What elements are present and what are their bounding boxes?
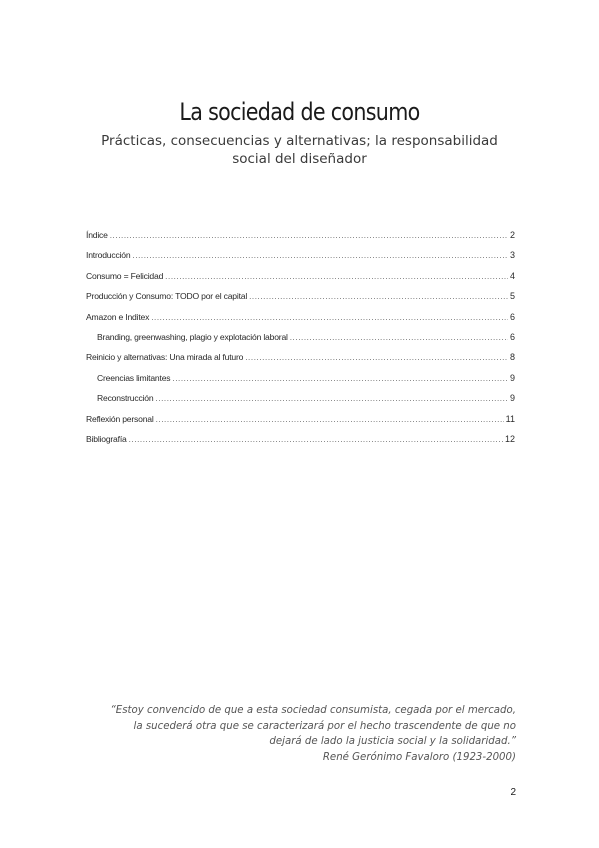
- toc-entry-page: 3: [509, 250, 515, 261]
- epigraph-quote: [80, 703, 516, 765]
- toc-entry-label: Índice: [86, 230, 108, 240]
- document-subtitle: Prácticas, consecuencias y alternativas; la responsabilidad social del diseñador: [101, 133, 498, 167]
- toc-entry[interactable]: [86, 271, 515, 291]
- toc-leader-dots: [245, 353, 508, 362]
- quote-line: “Estoy convencido de que a esta sociedad consumista, cegada por el mercado,: [110, 705, 516, 716]
- toc-entry[interactable]: [86, 434, 515, 454]
- toc-leader-dots: [165, 272, 508, 281]
- toc-entry[interactable]: [86, 230, 515, 250]
- toc-subentry[interactable]: [86, 393, 515, 413]
- toc-entry[interactable]: [86, 414, 515, 434]
- toc-entry-label: Reconstrucción: [97, 393, 154, 404]
- toc-entry[interactable]: [86, 312, 515, 332]
- toc-entry-page: 4: [509, 270, 515, 281]
- toc-entry-label: Introducción: [86, 250, 131, 261]
- toc-leader-dots: [110, 231, 508, 240]
- toc-entry-page: 2: [509, 230, 515, 240]
- toc-entry-page: 9: [509, 372, 515, 383]
- toc-leader-dots: [249, 292, 508, 301]
- toc-subentry[interactable]: [86, 373, 515, 393]
- toc-leader-dots: [172, 374, 508, 383]
- toc-leader-dots: [132, 251, 508, 260]
- toc-entry-page: 12: [504, 433, 515, 444]
- toc-entry[interactable]: [86, 352, 515, 372]
- toc-entry-page: 9: [509, 393, 515, 404]
- toc-entry[interactable]: [86, 250, 515, 270]
- page-number: 2: [510, 787, 516, 798]
- document-title: La sociedad de consumo: [179, 98, 420, 126]
- toc-subentry[interactable]: [86, 332, 515, 352]
- toc-entry-label: Branding, greenwashing, plagio y explotación laboral: [97, 331, 288, 342]
- toc-entry-page: 6: [509, 331, 515, 342]
- toc-entry[interactable]: [86, 291, 515, 311]
- quote-author: René Gerónimo Favaloro (1923-2000): [322, 751, 516, 763]
- toc-entry-page: 11: [505, 413, 515, 424]
- toc-entry-label: Consumo = Felicidad: [86, 270, 164, 281]
- toc-entry-page: 8: [509, 352, 515, 363]
- quote-line: la sucederá otra que se caracterizará por el hecho trascendente de que no: [133, 720, 516, 732]
- toc-leader-dots: [129, 435, 503, 444]
- toc-leader-dots: [151, 313, 508, 322]
- toc-entry-label: Reflexión personal: [86, 413, 154, 424]
- toc-entry-label: Producción y Consumo: TODO por el capital: [86, 291, 248, 302]
- toc-leader-dots: [156, 415, 504, 424]
- toc-entry-page: 6: [509, 311, 515, 322]
- toc-leader-dots: [290, 333, 508, 342]
- toc-entry-label: Bibliografía: [86, 433, 127, 444]
- quote-line: dejará de lado la justicia social y la solidaridad.”: [269, 736, 516, 747]
- toc-entry-label: Creencias limitantes: [97, 372, 171, 383]
- toc-leader-dots: [155, 394, 508, 403]
- toc-entry-page: 5: [509, 291, 515, 302]
- table-of-contents: [86, 230, 515, 454]
- toc-entry-label: Reinicio y alternativas: Una mirada al futuro: [86, 352, 244, 363]
- toc-entry-label: Amazon e Inditex: [86, 311, 150, 322]
